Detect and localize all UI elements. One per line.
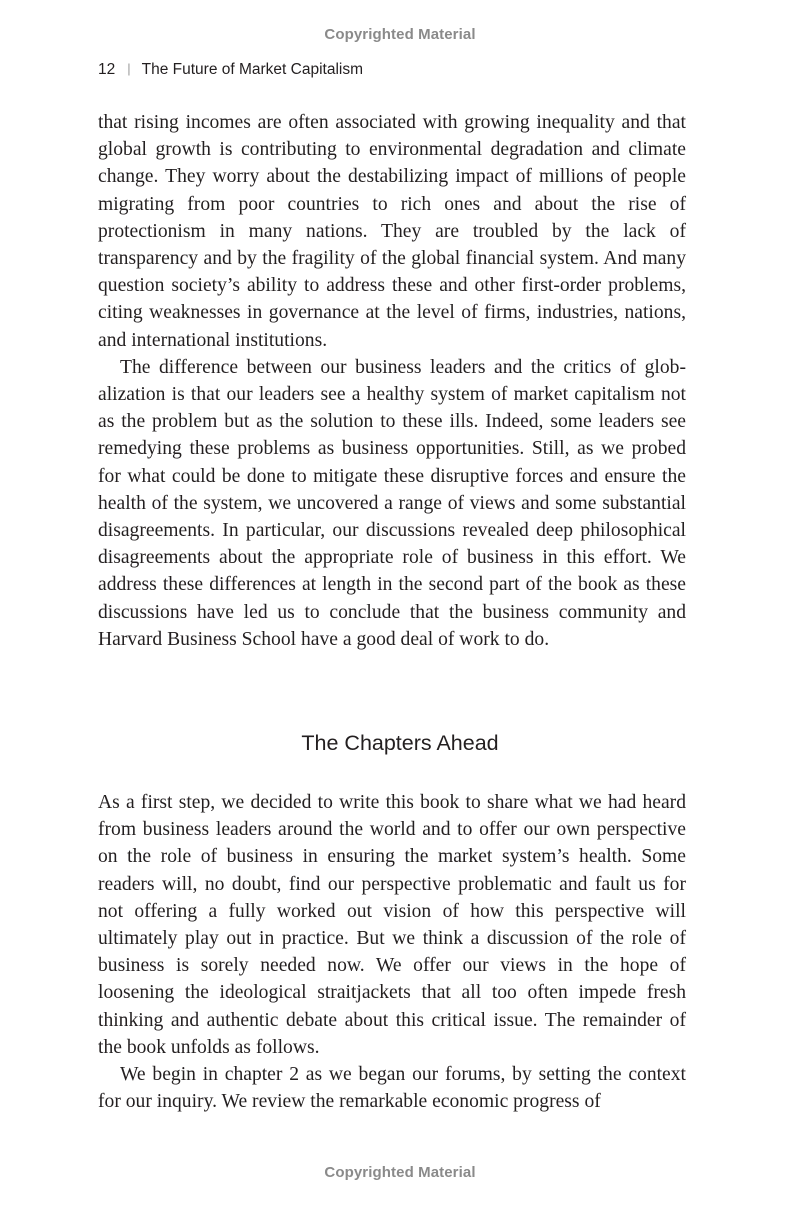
paragraph: that rising incomes are often associated with growing inequality and that global growth is contributing to environmental degradation and climate change. They worry about the destabilizing impact of millions of people migrating from poor countries to rich ones and about the rise of protectionism in many nations. They are troubled by the lack of transparency and by the fragility of the global financial system. And many question society’s ability to address these and other first-order problems, citing weaknesses in governance at the level of firms, industries, nations, and international institutions. <box>98 112 686 351</box>
copyright-watermark-bottom: Copyrighted Material <box>324 1164 476 1181</box>
copyright-watermark-top: Copyrighted Material <box>324 26 476 43</box>
running-head-separator: | <box>127 61 131 76</box>
paragraph: We begin in chapter 2 as we began our forums, by setting the context for our inquiry. We review the remarkable economic progress of <box>98 1064 686 1113</box>
book-title: The Future of Market Capitalism <box>141 61 364 78</box>
paragraph: As a first step, we decided to write this book to share what we had heard from business leaders around the world and to offer our own perspective on the role of business in ensuring the market system’s health. Some readers will, no doubt, find our perspective problematic and fault us for not offering a fully worked out vision of how this perspective will ultimately play out in practice. But we think a discussion of the role of business is sorely needed now. We offer our views in the hope of loosening the ideological straitjackets that all too often impede fresh thinking and authentic debate about this critical issue. The remainder of the book unfolds as follows. <box>98 792 686 1058</box>
running-head <box>98 61 363 79</box>
body-text-section-2 <box>98 789 686 1115</box>
body-text-section-1 <box>98 109 686 653</box>
section-heading: The Chapters Ahead <box>301 731 499 755</box>
paragraph: The difference between our business leaders and the critics of globalization is that our leaders see a healthy system of market capitalism not as the problem but as the solution to these ills. Indeed, some leaders see remedying these problems as business opportunities. Still, as we probed for what could be done to mitigate these disruptive forces and ensure the health of the system, we uncovered a range of views and some substantial disagreements. In particular, our discussions revealed deep philosophical disagreements about the appropriate role of business in this effort. We address these differences at length in the second part of the book as these discussions have led us to conclude that the business community and Harvard Business School have a good deal of work to do. <box>98 356 686 650</box>
page-number: 12 <box>98 61 116 78</box>
